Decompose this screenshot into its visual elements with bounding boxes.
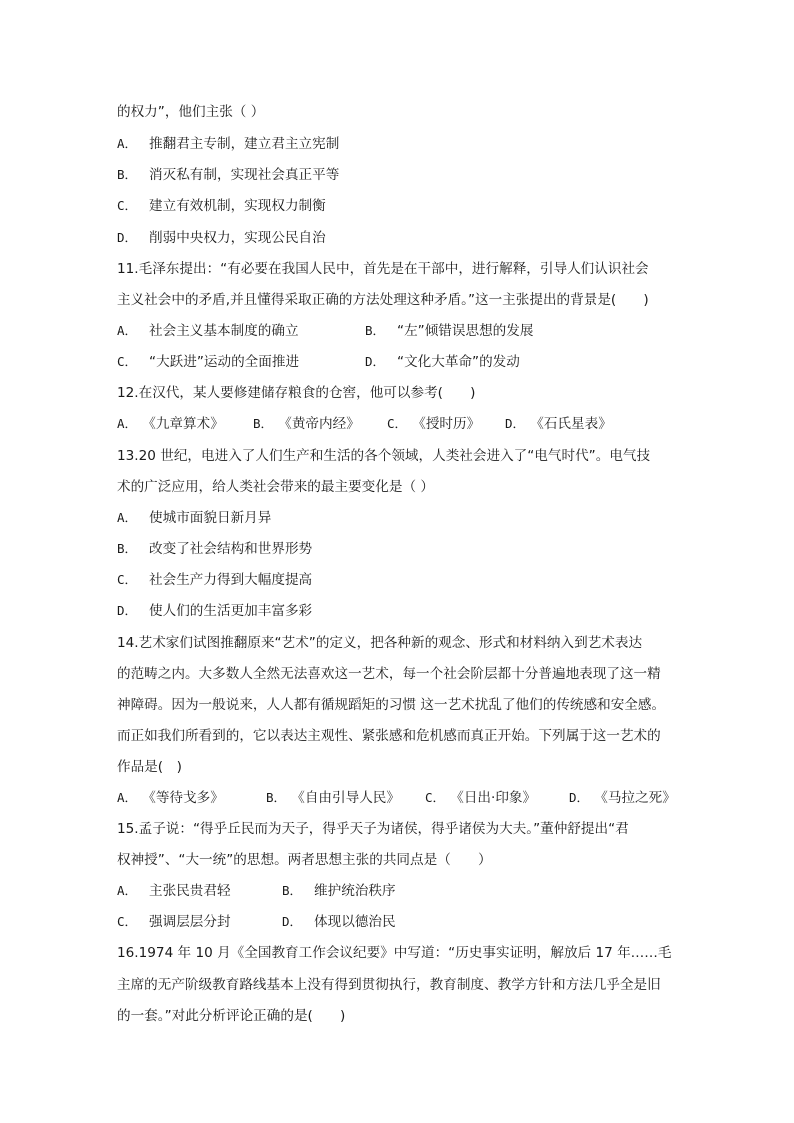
option-text: 改变了社会结构和世界形势 <box>149 541 313 557</box>
option-label: D． <box>365 354 386 369</box>
question-text: 12.在汉代，某人要修建储存粮食的仓窖，他可以参考( ) <box>117 385 476 401</box>
option-label: C． <box>117 914 138 929</box>
option-a <box>117 133 339 155</box>
option-text: 社会主义基本制度的确立 <box>149 323 299 339</box>
option-text: 削弱中央权力，实现公民自治 <box>149 230 326 246</box>
option-a <box>117 787 224 809</box>
option-b <box>253 413 360 435</box>
question-text: 11.毛泽东提出：“有必要在我国人民中，首先是在干部中，进行解释，引导人们认识社会 <box>117 261 649 277</box>
option-d <box>117 600 312 622</box>
option-text: 《石氏星表》 <box>537 416 612 432</box>
question-text: 的权力”，他们主张（ ） <box>117 104 265 120</box>
option-label: A． <box>117 790 138 805</box>
question-text: 14.艺术家们试图推翻原来“艺术”的定义，把各种新的观念、形式和材料纳入到艺术表达 <box>117 635 643 651</box>
option-label: D． <box>282 914 303 929</box>
option-a <box>117 507 271 529</box>
option-c <box>117 195 326 217</box>
question-text: 术的广泛应用，给人类社会带来的最主要变化是（ ） <box>117 479 434 495</box>
option-text: 使人们的生活更加丰富多彩 <box>149 603 313 619</box>
question-text: 神障碍。因为一般说来，人人都有循规蹈矩的习惯 这一艺术扰乱了他们的传统感和安全感。 <box>117 697 666 713</box>
question-text: 的范畴之内。大多数人全然无法喜欢这一艺术，每一个社会阶层都十分普遍地表现了这一精 <box>117 666 661 682</box>
question-text: 13.20 世纪，电进入了人们生产和生活的各个领域，人类社会进入了“电气时代”。电气技 <box>117 448 651 464</box>
option-text: 强调层层分封 <box>149 914 231 930</box>
option-text: “文化大革命”的发动 <box>397 354 520 370</box>
option-label: C． <box>425 790 446 805</box>
option-text: 体现以德治民 <box>314 914 396 930</box>
option-label: C． <box>387 416 408 431</box>
option-label: D． <box>505 416 526 431</box>
option-label: B． <box>266 790 287 805</box>
option-label: A． <box>117 416 138 431</box>
option-c <box>117 351 299 373</box>
option-c <box>387 413 480 435</box>
option-text: “左”倾错误思想的发展 <box>397 323 534 339</box>
option-text: 《授时历》 <box>419 416 481 432</box>
question-text: 的一套。”对此分析评论正确的是( ) <box>117 1008 346 1024</box>
option-label: A． <box>117 136 138 151</box>
option-text: 消灭私有制，实现社会真正平等 <box>149 167 340 183</box>
option-label: A． <box>117 510 138 525</box>
option-a <box>117 413 224 435</box>
option-label: B． <box>117 167 138 182</box>
option-c <box>117 911 231 933</box>
option-text: 《黄帝内经》 <box>285 416 360 432</box>
option-d <box>505 413 612 435</box>
option-label: B． <box>365 323 386 338</box>
option-label: B． <box>117 541 138 556</box>
option-label: C． <box>117 354 138 369</box>
question-text: 主席的无产阶级教育路线基本上没有得到贯彻执行，教育制度、教学方针和方法几乎全是旧 <box>117 977 661 993</box>
option-text: “大跃进”运动的全面推进 <box>149 354 300 370</box>
question-text: 作品是( ) <box>117 759 182 775</box>
option-c <box>425 787 536 809</box>
question-text: 主义社会中的矛盾,并且懂得采取正确的方法处理这种矛盾。”这一主张提出的背景是( ) <box>117 292 649 308</box>
option-label: D． <box>117 230 138 245</box>
option-c <box>117 569 312 591</box>
question-text: 15.孟子说：“得乎丘民而为天子，得乎天子为诸侯，得乎诸侯为大夫。”董仲舒提出“君 <box>117 821 629 837</box>
option-b <box>117 538 312 560</box>
option-text: 维护统治秩序 <box>314 883 396 899</box>
option-b <box>365 320 533 342</box>
option-text: 推翻君主专制，建立君主立宪制 <box>149 136 340 152</box>
option-d <box>282 911 396 933</box>
option-label: D． <box>117 603 138 618</box>
option-text: 主张民贵君轻 <box>149 883 231 899</box>
option-text: 社会生产力得到大幅度提高 <box>149 572 313 588</box>
option-d <box>569 787 676 809</box>
option-text: 《自由引导人民》 <box>298 790 400 806</box>
option-text: 使城市面貌日新月异 <box>149 510 272 526</box>
option-label: D． <box>569 790 590 805</box>
option-b <box>266 787 400 809</box>
option-d <box>117 227 326 249</box>
option-d <box>365 351 520 373</box>
question-text: 权神授”、“大一统”的思想。两者思想主张的共同点是（ ） <box>117 852 492 868</box>
question-text: 而正如我们所看到的，它以表达主观性、紧张感和危机感而真正开始。下列属于这一艺术的 <box>117 728 661 744</box>
option-text: 《日出·印象》 <box>457 790 537 806</box>
option-label: B． <box>253 416 274 431</box>
option-text: 《马拉之死》 <box>601 790 676 806</box>
option-text: 建立有效机制，实现权力制衡 <box>149 198 326 214</box>
option-b <box>282 880 396 902</box>
question-text: 16.1974 年 10 月《全国教育工作会议纪要》中写道：“历史事实证明，解放后 17 年……毛 <box>117 945 672 961</box>
option-a <box>117 320 299 342</box>
option-b <box>117 164 339 186</box>
option-label: C． <box>117 572 138 587</box>
option-label: B． <box>282 883 303 898</box>
option-text: 《九章算术》 <box>149 416 224 432</box>
option-label: A． <box>117 883 138 898</box>
option-label: A． <box>117 323 138 338</box>
option-label: C． <box>117 198 138 213</box>
option-a <box>117 880 231 902</box>
option-text: 《等待戈多》 <box>149 790 224 806</box>
